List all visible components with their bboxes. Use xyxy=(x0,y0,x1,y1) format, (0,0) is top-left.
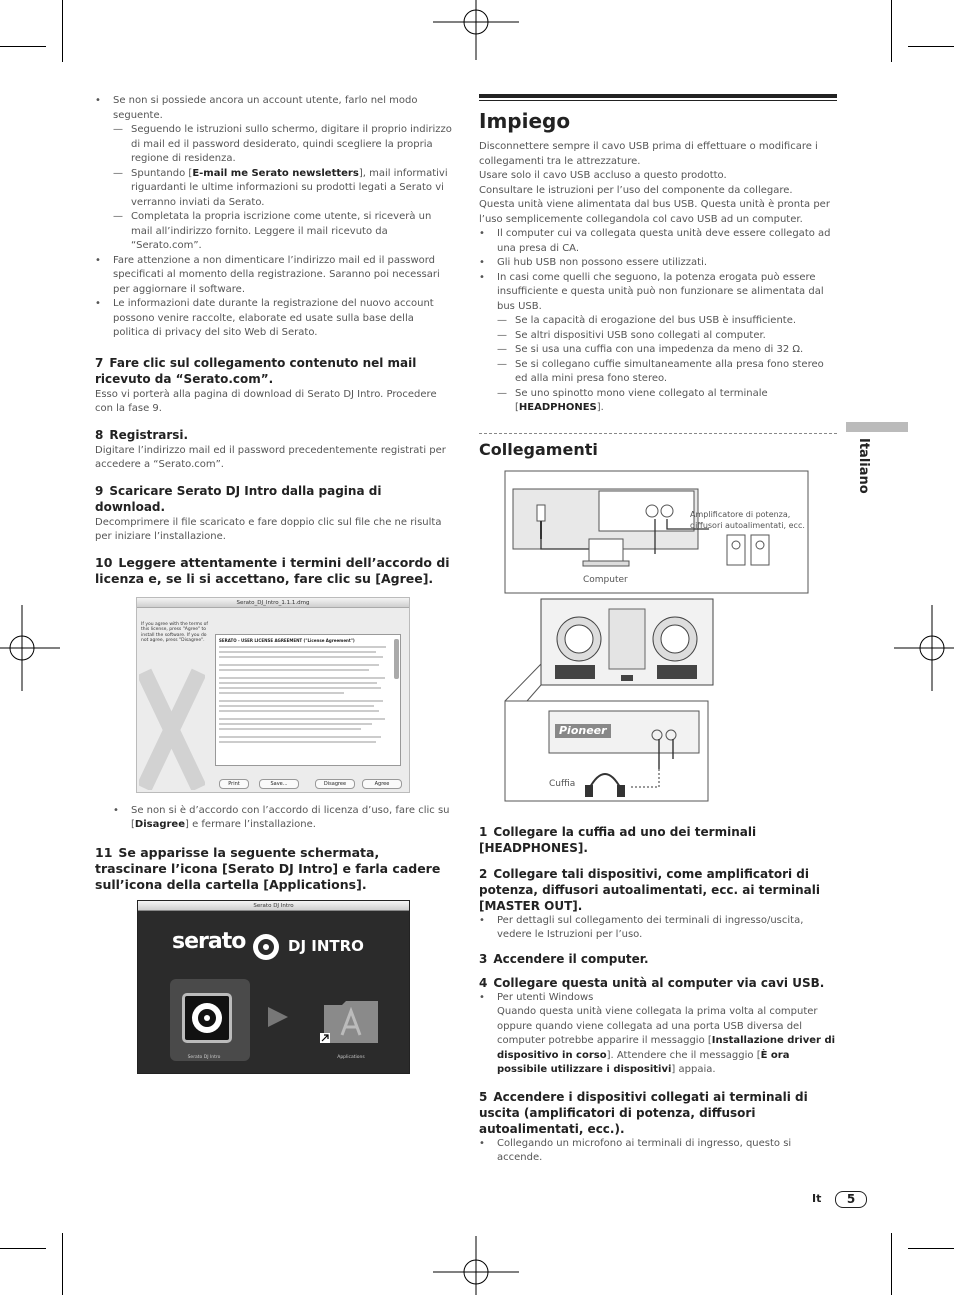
folder-icon-label: Applications xyxy=(337,1054,365,1060)
list-item: • Gli hub USB non possono essere utilizzati. xyxy=(479,256,837,271)
paragraph: Usare solo il cavo USB accluso a questo prodotto. xyxy=(479,170,727,181)
list-item: — Completata la propria iscrizione come utente, si riceverà un mail all’indirizzo fornito. Leggere il mail ricevuto da “Serato.com”. xyxy=(113,210,453,254)
connection-diagram xyxy=(479,469,837,814)
installer-screenshot xyxy=(137,900,410,1074)
step-4-bullet-list xyxy=(479,991,837,1078)
license-agreement-screenshot xyxy=(136,597,410,793)
collegamenti-heading: Collegamenti xyxy=(479,439,598,459)
serato-logo: serato xyxy=(172,928,246,954)
list-item: • In casi come quelli che seguono, la potenza erogata può essere insufficiente e questa unità può non funzionare se alimentata dal bus USB. — Se la capacità di erogazione del bus USB è insufficiente. — Se altri dispositivi USB sono collegati al computer. — Se si usa una cuffia con una impedenza da meno di 32 Ω. — Se si collegano cuffie simultaneamente alla presa fono stereo ed alla mini presa fono stereo. — Se uno spinotto mono viene collegato al terminale [HEADPHONES]. xyxy=(479,271,837,416)
registration-mark-top xyxy=(433,0,519,86)
list-item: — Se la capacità di erogazione del bus USB è insufficiente. xyxy=(497,314,837,329)
list-item: • Le informazioni date durante la registrazione del nuovo account possono venire raccolte, elaborate ed usate sulla base della politica di privacy del sito Web di Serato. xyxy=(95,297,453,341)
serato-app-icon[interactable] xyxy=(182,993,232,1043)
list-item: — Seguendo le istruzioni sullo schermo, digitare il proprio indirizzo di mail ed il password desiderato, quindi scegliere la propria regione di residenza. xyxy=(113,123,453,167)
applications-folder-icon[interactable] xyxy=(322,997,380,1045)
app-icon-label: Serato DJ Intro xyxy=(187,1054,221,1060)
step-7-body: Esso vi porterà alla pagina di download di Serato DJ Intro. Procedere con la fase 9. xyxy=(95,388,437,414)
step-10-note-list xyxy=(113,804,453,833)
section-rule xyxy=(479,94,837,101)
language-label: Italiano xyxy=(856,438,871,494)
left-column xyxy=(95,94,453,1074)
save-button[interactable]: Save... xyxy=(259,779,299,789)
impiego-intro xyxy=(479,140,837,227)
disagree-button[interactable]: Disagree xyxy=(315,779,355,789)
step-1-title: 1 Collegare la cuffia ad uno dei terminali [HEADPHONES]. xyxy=(479,824,757,855)
step-4-title: 4 Collegare questa unità al computer via cavi USB. xyxy=(479,975,825,990)
impiego-bullet-list xyxy=(479,227,837,416)
step-3-title: 3 Accendere il computer. xyxy=(479,951,649,966)
step-9-body: Decomprimere il file scaricato e fare doppio clic sul file che ne risulta per iniziare l’installazione. xyxy=(95,516,442,542)
window-title: Serato DJ Intro xyxy=(138,901,409,911)
paragraph: Disconnettere sempre il cavo USB prima di effettuare o modificare i collegamenti tra le attrezzature. xyxy=(479,141,818,167)
license-side-text: If you agree with the terms of this license, press "Agree" to install the software. If you do not agree, press "Disagree". xyxy=(141,621,208,643)
step-8-body: Digitare l’indirizzo mail ed il password precedentemente registrati per accedere a “Serato.com”. xyxy=(95,444,446,470)
list-item: • Fare attenzione a non dimenticare l’indirizzo mail ed il password specificati al momento della registrazione. Saranno poi necessari per aggiornare il software. xyxy=(95,254,453,298)
step-8-title: 8 Registrarsi. xyxy=(95,427,189,442)
computer-label: Computer xyxy=(583,574,628,585)
list-item: — Se uno spinotto mono viene collegato al terminale [HEADPHONES]. xyxy=(497,387,837,416)
alias-arrow-icon xyxy=(320,1033,330,1043)
pioneer-logo: Pioneer xyxy=(555,724,611,739)
list-item: • Se non si possiede ancora un account utente, farlo nel modo seguente. — Seguendo le istruzioni sullo schermo, digitare il proprio indirizzo di mail ed il password desiderato, quindi scegliere la propria regione di residenza. — Spuntando [E-mail me Serato newsletters], mail informativi riguardanti le ultime informazioni su prodotti legati a Serato vi verranno inviati da Serato. — Completata la propria iscrizione come utente, si riceverà un mail all’indirizzo fornito. Leggere il mail ricevuto da “Serato.com”. xyxy=(95,94,453,254)
intro-bullet-list xyxy=(95,94,453,341)
step-5-title: 5 Accendere i dispositivi collegati ai terminali di uscita (amplificatori di potenza, diffusori autoalimentati, ecc.). xyxy=(479,1089,808,1136)
amplifier-label: Amplificatore di potenza, diffusori autoalimentati, ecc. xyxy=(690,509,805,530)
step-11-title: 11 Se apparisse la seguente schermata, trascinare l’icona [Serato DJ Intro] e farla cadere sull’icona della cartella [Applications]. xyxy=(95,844,441,892)
agree-button[interactable]: Agree xyxy=(362,779,402,789)
headphones-label: Cuffia xyxy=(549,778,576,789)
step-2-title: 2 Collegare tali dispositivi, come amplificatori di potenza, diffusori autoalimentati, ecc. ai terminali [MASTER OUT]. xyxy=(479,866,820,913)
list-item: • Se non si è d’accordo con l’accordo di licenza d’uso, fare clic su [Disagree] e fermare l’installazione. xyxy=(113,804,453,833)
list-item: — Se altri dispositivi USB sono collegati al computer. xyxy=(497,329,837,344)
step-5-bullet-list xyxy=(479,1137,837,1166)
registration-mark-right xyxy=(868,605,954,691)
list-item: — Spuntando [E-mail me Serato newsletters], mail informativi riguardanti le ultime informazioni su prodotti legati a Serato vi verranno inviati da Serato. xyxy=(113,167,453,211)
language-tab xyxy=(846,422,908,432)
page-language: It xyxy=(812,1192,822,1205)
list-item: • Il computer cui va collegata questa unità deve essere collegato ad una presa di CA. xyxy=(479,227,837,256)
serato-app-glyph-icon xyxy=(185,996,229,1040)
print-button[interactable]: Print xyxy=(219,779,249,789)
product-name: DJ INTRO xyxy=(288,936,364,955)
step-7-title: 7 Fare clic sul collegamento contenuto nel mail ricevuto da “Serato.com”. xyxy=(95,355,417,386)
paragraph: Questa unità viene alimentata dal bus USB. Questa unità è pronta per l’uso semplicemente collegandola col cavo USB ad un computer. xyxy=(479,199,830,225)
scrollbar-thumb[interactable] xyxy=(394,639,399,679)
list-item: • Collegando un microfono ai terminali di ingresso, questo si accende. xyxy=(479,1137,837,1166)
arrow-right-icon xyxy=(266,1005,290,1029)
list-item: — Se si collegano cuffie simultaneamente alla presa fono stereo ed alla mini presa fono stereo. xyxy=(497,358,837,387)
license-text-area[interactable] xyxy=(215,634,401,766)
step-2-bullet-list xyxy=(479,914,837,943)
step-9-title: 9 Scaricare Serato DJ Intro dalla pagina di download. xyxy=(95,483,382,514)
registration-mark-left xyxy=(0,605,86,691)
window-title: Serato_DJ_Intro_1.1.1.dmg xyxy=(137,598,409,608)
list-item: — Se si usa una cuffia con una impedenza da meno di 32 Ω. xyxy=(497,343,837,358)
list-item: • Per dettagli sul collegamento dei terminali di ingresso/uscita, vedere le Istruzioni per l’uso. xyxy=(479,914,837,943)
impiego-heading: Impiego xyxy=(479,109,571,133)
list-item: • Per utenti Windows Quando questa unità viene collegata la prima volta al computer oppure quando viene collegata ad una porta USB diversa del computer potrebbe apparire il messaggio [Installazione driver di dispositivo in corso]. Attendere che il messaggio [È ora possibile utilizzare i dispositivi] appaia. xyxy=(479,991,837,1078)
license-heading: SERATO - USER LICENSE AGREEMENT ("License Agreement") xyxy=(219,637,355,643)
section-divider xyxy=(479,433,837,434)
paragraph: Consultare le istruzioni per l’uso del componente da collegare. xyxy=(479,184,793,196)
registration-mark-bottom xyxy=(433,1230,519,1295)
step-10-title: 10 Leggere attentamente i termini dell’accordo di licenza e, se li si accettano, fare clic su [Agree]. xyxy=(95,554,450,586)
right-column xyxy=(479,94,837,1166)
page-number: 5 xyxy=(835,1191,867,1208)
serato-disc-icon xyxy=(252,933,280,961)
